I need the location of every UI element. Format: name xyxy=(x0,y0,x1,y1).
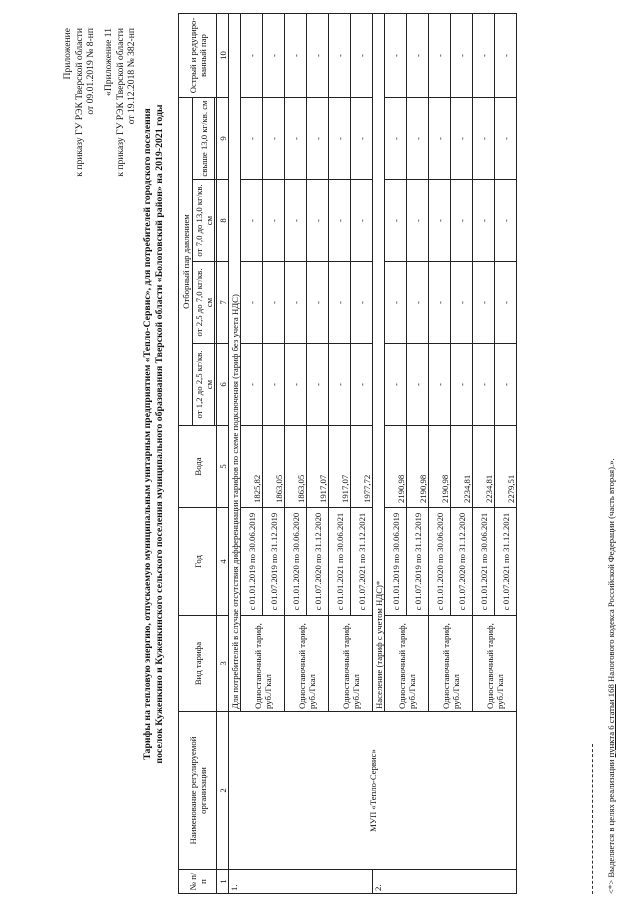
column-number: 2 xyxy=(217,712,229,870)
tariff-kind: Одноставочный тариф, руб./Гкал xyxy=(285,616,329,712)
steam-tariff-cell: - xyxy=(263,344,285,426)
tariff-kind: Одноставочный тариф, руб./Гкал xyxy=(385,616,429,712)
header-water: Вода xyxy=(179,426,217,508)
water-tariff-cell: 1825,82 xyxy=(241,426,263,508)
steam-tariff-cell: - xyxy=(407,14,429,98)
column-number-row xyxy=(217,14,229,894)
steam-tariff-cell: - xyxy=(407,344,429,426)
steam-tariff-cell: - xyxy=(241,344,263,426)
water-tariff-cell: 1917,07 xyxy=(329,426,351,508)
header-steam-group: Отборный пар давлением xyxy=(179,98,193,426)
steam-tariff-cell: - xyxy=(241,180,263,262)
steam-tariff-cell: - xyxy=(351,98,373,180)
water-tariff-cell: 1863,05 xyxy=(285,426,307,508)
period-cell: с 01.01.2020 по 30.06.2020 xyxy=(285,508,307,616)
steam-tariff-cell: - xyxy=(495,14,517,98)
steam-tariff-cell: - xyxy=(285,262,307,344)
steam-tariff-cell: - xyxy=(429,98,451,180)
period-cell: с 01.07.2020 по 31.12.2020 xyxy=(307,508,329,616)
steam-tariff-cell: - xyxy=(495,180,517,262)
section-number: 1. xyxy=(229,870,373,894)
steam-tariff-cell: - xyxy=(407,180,429,262)
steam-tariff-cell: - xyxy=(263,180,285,262)
appendix-line: «Приложение 11 xyxy=(103,28,114,96)
steam-tariff-cell: - xyxy=(241,98,263,180)
previous-appendix-header xyxy=(103,28,138,177)
steam-tariff-cell: - xyxy=(307,14,329,98)
tariff-kind: Одноставочный тариф, руб./Гкал xyxy=(329,616,373,712)
steam-tariff-cell: - xyxy=(307,180,329,262)
period-cell: с 01.01.2019 по 30.06.2019 xyxy=(241,508,263,616)
header-pressure-2: от 2,5 до 7,0 кг/кв. см xyxy=(193,262,215,344)
header-kind: Вид тарифа xyxy=(179,616,217,712)
water-tariff-cell: 2190,98 xyxy=(407,426,429,508)
period-cell: с 01.07.2019 по 31.12.2019 xyxy=(407,508,429,616)
appendix-header xyxy=(62,28,97,177)
header-sharp-steam: Острый и редуциро-ванный пар xyxy=(179,14,217,98)
water-tariff-cell: 2234,81 xyxy=(451,426,473,508)
water-tariff-cell: 1917,07 xyxy=(307,426,329,508)
document-title xyxy=(142,24,166,844)
steam-tariff-cell: - xyxy=(263,14,285,98)
steam-tariff-cell: - xyxy=(495,98,517,180)
steam-tariff-cell: - xyxy=(407,98,429,180)
header-pressure-1: от 1,2 до 2,5 кг/кв. см xyxy=(193,344,215,426)
steam-tariff-cell: - xyxy=(241,262,263,344)
steam-tariff-cell: - xyxy=(451,344,473,426)
header-pressure-4: свыше 13,0 кг/кв. см xyxy=(193,98,215,180)
section-title: Для потребителей в случае отсутствия дифференциации тарифов по схеме подключения (тариф без учета НДС) xyxy=(229,14,241,712)
period-cell: с 01.01.2021 по 30.06.2021 xyxy=(329,508,351,616)
steam-tariff-cell: - xyxy=(329,344,351,426)
steam-tariff-cell: - xyxy=(385,98,407,180)
organization-name: МУП «Тепло-Сервис» xyxy=(229,712,517,870)
section-title-row xyxy=(229,14,241,894)
tariff-kind: Одноставочный тариф, руб./Гкал xyxy=(241,616,285,712)
steam-tariff-cell: - xyxy=(329,262,351,344)
header-year: Год xyxy=(179,508,217,616)
steam-tariff-cell: - xyxy=(429,344,451,426)
water-tariff-cell: 2190,98 xyxy=(385,426,407,508)
tax-code-link[interactable]: пункта 6 статьи 168 xyxy=(606,684,616,758)
steam-tariff-cell: - xyxy=(473,262,495,344)
steam-tariff-cell: - xyxy=(329,98,351,180)
column-number: 6 xyxy=(217,344,229,426)
column-number: 1 xyxy=(217,870,229,894)
period-cell: с 01.01.2021 по 30.06.2021 xyxy=(473,508,495,616)
steam-tariff-cell: - xyxy=(307,98,329,180)
period-cell: с 01.01.2019 по 30.06.2019 xyxy=(385,508,407,616)
period-cell: с 01.01.2020 по 30.06.2020 xyxy=(429,508,451,616)
appendix-line: к приказу ГУ РЭК Тверской области xyxy=(73,28,85,177)
tariff-kind: Одноставочный тариф, руб./Гкал xyxy=(429,616,473,712)
header-org: Наименование регулируемой организации xyxy=(179,712,217,870)
steam-tariff-cell: - xyxy=(473,14,495,98)
steam-tariff-cell: - xyxy=(495,344,517,426)
column-number: 3 xyxy=(217,616,229,712)
steam-tariff-cell: - xyxy=(351,180,373,262)
water-tariff-cell: 2234,81 xyxy=(473,426,495,508)
water-tariff-cell: 2190,98 xyxy=(429,426,451,508)
steam-tariff-cell: - xyxy=(329,14,351,98)
steam-tariff-cell: - xyxy=(263,98,285,180)
column-number: 4 xyxy=(217,508,229,616)
section-title: Население (тариф с учетом НДС)* xyxy=(373,14,385,712)
appendix-line: от 19.12.2018 № 382-нп xyxy=(126,28,137,125)
column-number: 7 xyxy=(217,262,229,344)
steam-tariff-cell: - xyxy=(473,344,495,426)
steam-tariff-cell: - xyxy=(329,180,351,262)
footnote-text: Налогового кодекса Российской Федерации (часть вторая).». xyxy=(606,458,616,685)
section-number: 2. xyxy=(373,870,517,894)
column-number: 8 xyxy=(217,180,229,262)
title-line: поселок Куженкино и Куженкинского сельского поселения муниципального образования Тверской области «Бологовский район» на 2019-2021 годы xyxy=(154,104,165,764)
steam-tariff-cell: - xyxy=(307,344,329,426)
column-number: 10 xyxy=(217,14,229,98)
footnote-separator xyxy=(592,744,593,894)
column-number: 5 xyxy=(217,426,229,508)
steam-tariff-cell: - xyxy=(263,262,285,344)
steam-tariff-cell: - xyxy=(429,180,451,262)
steam-tariff-cell: - xyxy=(351,344,373,426)
steam-tariff-cell: - xyxy=(285,98,307,180)
steam-tariff-cell: - xyxy=(385,262,407,344)
water-tariff-cell: 1863,05 xyxy=(263,426,285,508)
period-cell: с 01.07.2019 по 31.12.2019 xyxy=(263,508,285,616)
steam-tariff-cell: - xyxy=(473,180,495,262)
steam-tariff-cell: - xyxy=(285,180,307,262)
footnote-text: <*> Выделяется в целях реализации xyxy=(606,757,616,894)
steam-tariff-cell: - xyxy=(451,98,473,180)
steam-tariff-cell: - xyxy=(285,14,307,98)
steam-tariff-cell: - xyxy=(385,14,407,98)
period-cell: с 01.07.2021 по 31.12.2021 xyxy=(351,508,373,616)
water-tariff-cell: 1977,72 xyxy=(351,426,373,508)
steam-tariff-cell: - xyxy=(385,344,407,426)
steam-tariff-cell: - xyxy=(351,262,373,344)
header-num: № п/п xyxy=(179,870,217,894)
steam-tariff-cell: - xyxy=(285,344,307,426)
steam-tariff-cell: - xyxy=(407,262,429,344)
title-line: Тарифы на тепловую энергию, отпускаемую муниципальным унитарным предприятием «Тепло-Сервис», для потребителей городского поселения xyxy=(142,108,153,760)
steam-tariff-cell: - xyxy=(429,14,451,98)
period-cell: с 01.07.2021 по 31.12.2021 xyxy=(495,508,517,616)
steam-tariff-cell: - xyxy=(451,14,473,98)
steam-tariff-cell: - xyxy=(429,262,451,344)
steam-tariff-cell: - xyxy=(307,262,329,344)
steam-tariff-cell: - xyxy=(451,180,473,262)
steam-tariff-cell: - xyxy=(351,14,373,98)
period-cell: с 01.07.2020 по 31.12.2020 xyxy=(451,508,473,616)
appendix-line: от 09.01.2019 № 8-нп xyxy=(85,28,96,115)
tariff-table xyxy=(178,13,517,894)
steam-tariff-cell: - xyxy=(473,98,495,180)
appendix-line: Приложение xyxy=(62,28,73,80)
header-pressure-3: от 7,0 до 13,0 кг/кв. см xyxy=(193,180,215,262)
steam-tariff-cell: - xyxy=(241,14,263,98)
appendix-line: к приказу ГУ РЭК Тверской области xyxy=(114,28,126,177)
footnote xyxy=(606,458,616,894)
steam-tariff-cell: - xyxy=(385,180,407,262)
tariff-kind: Одноставочный тариф, руб./Гкал xyxy=(473,616,517,712)
column-number: 9 xyxy=(217,98,229,180)
steam-tariff-cell: - xyxy=(451,262,473,344)
water-tariff-cell: 2279,51 xyxy=(495,426,517,508)
steam-tariff-cell: - xyxy=(495,262,517,344)
